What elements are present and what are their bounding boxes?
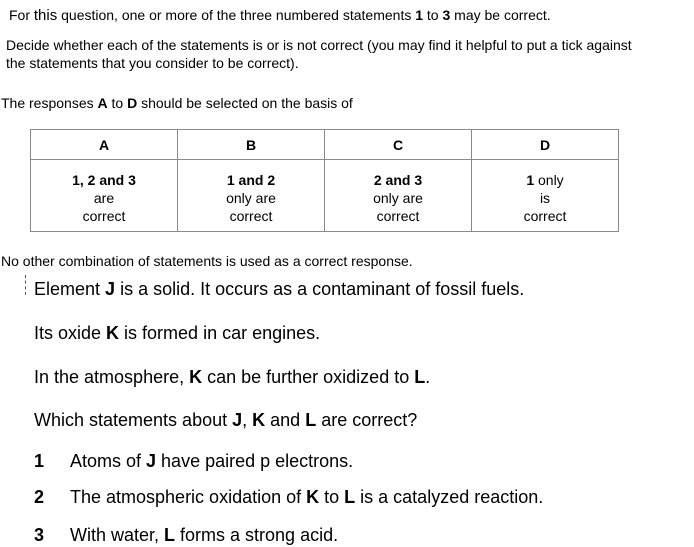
question-prompt: Which statements about J, K and L are correct? [34, 410, 418, 430]
cell-a: 1, 2 and 3 are correct [31, 160, 178, 232]
header-cell-a: A [31, 130, 178, 160]
response-key-table [30, 129, 619, 232]
statement-number: 3 [34, 525, 45, 545]
table-header-row [31, 130, 619, 160]
statement-text: With water, L forms a strong acid. [70, 525, 339, 545]
instruction-line-4: The responses A to D should be selected on the basis of [1, 95, 353, 111]
cell-c: 2 and 3 only are correct [325, 160, 472, 232]
margin-mark [25, 275, 26, 295]
stem-paragraph-1: Element J is a solid. It occurs as a contaminant of fossil fuels. [34, 279, 525, 299]
statement-text: The atmospheric oxidation of K to L is a catalyzed reaction. [70, 487, 544, 507]
statement-text: Atoms of J have paired p electrons. [70, 451, 354, 471]
header-cell-d: D [472, 130, 619, 160]
stem-paragraph-3: In the atmosphere, K can be further oxidized to L. [34, 367, 431, 387]
statement-number: 2 [34, 487, 45, 507]
combination-note: No other combination of statements is used as a correct response. [1, 253, 413, 269]
stem-paragraph-2: Its oxide K is formed in car engines. [34, 323, 321, 343]
table-body-row [31, 160, 619, 232]
header-cell-c: C [325, 130, 472, 160]
statement-number: 1 [34, 451, 45, 471]
instruction-line-2: Decide whether each of the statements is or is not correct (you may find it helpful to put a tick against [6, 37, 632, 53]
instruction-line-1: For this question, one or more of the three numbered statements 1 to 3 may be correct. [9, 7, 551, 24]
cell-d: 1 only is correct [472, 160, 619, 232]
instruction-line-3: the statements that you consider to be correct). [6, 55, 299, 71]
header-cell-b: B [178, 130, 325, 160]
cell-b: 1 and 2 only are correct [178, 160, 325, 232]
